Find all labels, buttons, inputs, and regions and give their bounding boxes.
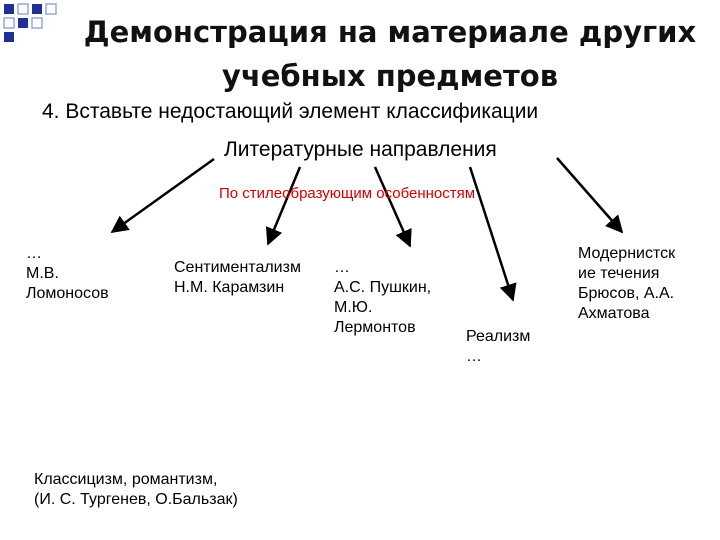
task-text: 4. Вставьте недостающий элемент классификации	[42, 100, 539, 123]
arrow-to-node-1	[112, 159, 214, 232]
arrow-to-node-4	[470, 167, 513, 300]
arrow-to-node-2	[268, 167, 300, 244]
node-realism: Реализм …	[466, 328, 531, 365]
node-romanticism-authors: … А.С. Пушкин, М.Ю. Лермонтов	[334, 259, 432, 336]
node-classicism-author: … М.В. Ломоносов	[26, 245, 109, 302]
classification-criterion: По стилеобразующим особенностям	[219, 185, 476, 202]
node-modernism: Модернистск ие течения Брюсов, А.А. Ахматова	[578, 245, 676, 322]
arrow-to-node-5	[557, 158, 622, 232]
node-sentimentalism: Сентиментализм Н.М. Карамзин	[174, 259, 301, 296]
root-node-label: Литературные направления	[224, 138, 497, 161]
answer-options: Классицизм, романтизм, (И. С. Тургенев, О.Бальзак)	[34, 471, 238, 508]
slide-title: Демонстрация на материале других учебных предметов	[83, 15, 697, 93]
arrow-to-node-3	[375, 167, 410, 246]
